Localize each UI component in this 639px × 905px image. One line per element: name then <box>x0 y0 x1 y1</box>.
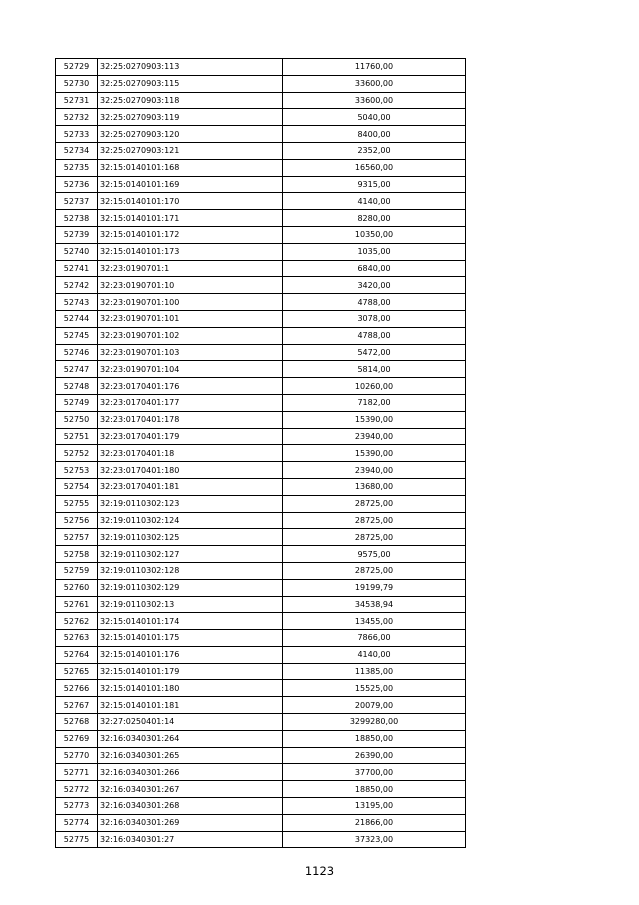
cadastral-number-cell: 32:19:0110302:128 <box>98 562 283 579</box>
page-number: 1123 <box>304 864 335 878</box>
value-cell: 7182,00 <box>283 394 466 411</box>
row-number-cell: 52772 <box>56 781 98 798</box>
value-cell: 13455,00 <box>283 613 466 630</box>
cadastral-number-cell: 32:25:0270903:113 <box>98 59 283 76</box>
row-number-cell: 52760 <box>56 579 98 596</box>
table-row <box>56 176 466 193</box>
cadastral-number-cell: 32:23:0190701:1 <box>98 260 283 277</box>
value-cell: 8280,00 <box>283 210 466 227</box>
cadastral-number-cell: 32:23:0170401:181 <box>98 478 283 495</box>
cadastral-number-cell: 32:15:0140101:173 <box>98 243 283 260</box>
row-number-cell: 52742 <box>56 277 98 294</box>
table-row <box>56 663 466 680</box>
table-row <box>56 730 466 747</box>
value-cell: 11385,00 <box>283 663 466 680</box>
cadastral-number-cell: 32:23:0190701:104 <box>98 361 283 378</box>
value-cell: 3420,00 <box>283 277 466 294</box>
value-cell: 5472,00 <box>283 344 466 361</box>
table-row <box>56 747 466 764</box>
cadastral-number-cell: 32:16:0340301:267 <box>98 781 283 798</box>
value-cell: 33600,00 <box>283 75 466 92</box>
row-number-cell: 52753 <box>56 462 98 479</box>
row-number-cell: 52773 <box>56 798 98 815</box>
table-body <box>56 59 466 848</box>
row-number-cell: 52737 <box>56 193 98 210</box>
cadastral-number-cell: 32:23:0170401:176 <box>98 378 283 395</box>
cadastral-number-cell: 32:19:0110302:124 <box>98 512 283 529</box>
table-row <box>56 630 466 647</box>
table-row <box>56 646 466 663</box>
cadastral-number-cell: 32:15:0140101:175 <box>98 630 283 647</box>
value-cell: 23940,00 <box>283 428 466 445</box>
value-cell: 4140,00 <box>283 646 466 663</box>
value-cell: 20079,00 <box>283 697 466 714</box>
table-row <box>56 562 466 579</box>
cadastral-number-cell: 32:23:0170401:178 <box>98 411 283 428</box>
value-cell: 18850,00 <box>283 781 466 798</box>
cadastral-number-cell: 32:16:0340301:269 <box>98 814 283 831</box>
cadastral-number-cell: 32:23:0170401:177 <box>98 394 283 411</box>
table-row <box>56 142 466 159</box>
cadastral-number-cell: 32:23:0190701:10 <box>98 277 283 294</box>
value-cell: 16560,00 <box>283 159 466 176</box>
row-number-cell: 52734 <box>56 142 98 159</box>
row-number-cell: 52766 <box>56 680 98 697</box>
value-cell: 23940,00 <box>283 462 466 479</box>
table-row <box>56 394 466 411</box>
table-row <box>56 260 466 277</box>
row-number-cell: 52768 <box>56 714 98 731</box>
cadastral-number-cell: 32:19:0110302:129 <box>98 579 283 596</box>
table-row <box>56 831 466 848</box>
cadastral-number-cell: 32:15:0140101:169 <box>98 176 283 193</box>
cadastral-number-cell: 32:19:0110302:125 <box>98 529 283 546</box>
row-number-cell: 52751 <box>56 428 98 445</box>
value-cell: 10350,00 <box>283 226 466 243</box>
cadastral-number-cell: 32:23:0190701:102 <box>98 327 283 344</box>
table-row <box>56 546 466 563</box>
table-row <box>56 814 466 831</box>
cadastral-number-cell: 32:16:0340301:27 <box>98 831 283 848</box>
value-cell: 3299280,00 <box>283 714 466 731</box>
row-number-cell: 52758 <box>56 546 98 563</box>
value-cell: 19199,79 <box>283 579 466 596</box>
cadastral-number-cell: 32:23:0190701:103 <box>98 344 283 361</box>
row-number-cell: 52744 <box>56 310 98 327</box>
value-cell: 8400,00 <box>283 126 466 143</box>
cadastral-number-cell: 32:15:0140101:181 <box>98 697 283 714</box>
value-cell: 28725,00 <box>283 562 466 579</box>
row-number-cell: 52765 <box>56 663 98 680</box>
cadastral-number-cell: 32:27:0250401:14 <box>98 714 283 731</box>
row-number-cell: 52732 <box>56 109 98 126</box>
row-number-cell: 52738 <box>56 210 98 227</box>
row-number-cell: 52752 <box>56 445 98 462</box>
row-number-cell: 52743 <box>56 294 98 311</box>
value-cell: 2352,00 <box>283 142 466 159</box>
row-number-cell: 52750 <box>56 411 98 428</box>
table-row <box>56 327 466 344</box>
value-cell: 26390,00 <box>283 747 466 764</box>
cadastral-number-cell: 32:23:0170401:180 <box>98 462 283 479</box>
table-row <box>56 478 466 495</box>
value-cell: 37323,00 <box>283 831 466 848</box>
row-number-cell: 52767 <box>56 697 98 714</box>
row-number-cell: 52775 <box>56 831 98 848</box>
row-number-cell: 52733 <box>56 126 98 143</box>
value-cell: 21866,00 <box>283 814 466 831</box>
value-cell: 4140,00 <box>283 193 466 210</box>
value-cell: 5814,00 <box>283 361 466 378</box>
table-row <box>56 294 466 311</box>
row-number-cell: 52759 <box>56 562 98 579</box>
row-number-cell: 52747 <box>56 361 98 378</box>
cadastral-number-cell: 32:16:0340301:268 <box>98 798 283 815</box>
row-number-cell: 52761 <box>56 596 98 613</box>
row-number-cell: 52730 <box>56 75 98 92</box>
value-cell: 28725,00 <box>283 512 466 529</box>
cadastral-number-cell: 32:25:0270903:121 <box>98 142 283 159</box>
row-number-cell: 52739 <box>56 226 98 243</box>
cadastral-number-cell: 32:19:0110302:127 <box>98 546 283 563</box>
table-row <box>56 226 466 243</box>
table-row <box>56 109 466 126</box>
table-row <box>56 92 466 109</box>
row-number-cell: 52755 <box>56 495 98 512</box>
table-row <box>56 411 466 428</box>
value-cell: 15390,00 <box>283 445 466 462</box>
table-row <box>56 512 466 529</box>
value-cell: 5040,00 <box>283 109 466 126</box>
value-cell: 1035,00 <box>283 243 466 260</box>
table-row <box>56 210 466 227</box>
row-number-cell: 52769 <box>56 730 98 747</box>
row-number-cell: 52735 <box>56 159 98 176</box>
table-row <box>56 428 466 445</box>
table-row <box>56 445 466 462</box>
table-row <box>56 495 466 512</box>
row-number-cell: 52749 <box>56 394 98 411</box>
cadastral-number-cell: 32:15:0140101:172 <box>98 226 283 243</box>
table-row <box>56 680 466 697</box>
value-cell: 13680,00 <box>283 478 466 495</box>
table-row <box>56 361 466 378</box>
row-number-cell: 52757 <box>56 529 98 546</box>
cadastral-number-cell: 32:25:0270903:118 <box>98 92 283 109</box>
table-row <box>56 596 466 613</box>
table-row <box>56 697 466 714</box>
row-number-cell: 52741 <box>56 260 98 277</box>
table-row <box>56 193 466 210</box>
value-cell: 15390,00 <box>283 411 466 428</box>
cadastral-number-cell: 32:19:0110302:13 <box>98 596 283 613</box>
table-row <box>56 764 466 781</box>
table-row <box>56 159 466 176</box>
cadastral-number-cell: 32:15:0140101:180 <box>98 680 283 697</box>
table-row <box>56 310 466 327</box>
row-number-cell: 52756 <box>56 512 98 529</box>
table-row <box>56 798 466 815</box>
row-number-cell: 52754 <box>56 478 98 495</box>
table-row <box>56 75 466 92</box>
value-cell: 11760,00 <box>283 59 466 76</box>
value-cell: 4788,00 <box>283 327 466 344</box>
value-cell: 18850,00 <box>283 730 466 747</box>
row-number-cell: 52764 <box>56 646 98 663</box>
value-cell: 28725,00 <box>283 529 466 546</box>
row-number-cell: 52770 <box>56 747 98 764</box>
cadastral-number-cell: 32:23:0170401:179 <box>98 428 283 445</box>
row-number-cell: 52729 <box>56 59 98 76</box>
cadastral-number-cell: 32:23:0190701:101 <box>98 310 283 327</box>
table-row <box>56 613 466 630</box>
value-cell: 15525,00 <box>283 680 466 697</box>
value-cell: 9315,00 <box>283 176 466 193</box>
cadastral-number-cell: 32:19:0110302:123 <box>98 495 283 512</box>
table-row <box>56 462 466 479</box>
row-number-cell: 52748 <box>56 378 98 395</box>
cadastral-number-cell: 32:25:0270903:119 <box>98 109 283 126</box>
value-cell: 4788,00 <box>283 294 466 311</box>
table-row <box>56 243 466 260</box>
table-row <box>56 126 466 143</box>
table-row <box>56 277 466 294</box>
cadastral-number-cell: 32:23:0170401:18 <box>98 445 283 462</box>
value-cell: 6840,00 <box>283 260 466 277</box>
row-number-cell: 52740 <box>56 243 98 260</box>
cadastral-number-cell: 32:23:0190701:100 <box>98 294 283 311</box>
cadastral-number-cell: 32:15:0140101:176 <box>98 646 283 663</box>
value-cell: 13195,00 <box>283 798 466 815</box>
cadastral-number-cell: 32:15:0140101:171 <box>98 210 283 227</box>
cadastral-number-cell: 32:15:0140101:170 <box>98 193 283 210</box>
value-cell: 7866,00 <box>283 630 466 647</box>
value-cell: 33600,00 <box>283 92 466 109</box>
cadastral-number-cell: 32:16:0340301:264 <box>98 730 283 747</box>
cadastral-number-cell: 32:25:0270903:120 <box>98 126 283 143</box>
table-row <box>56 529 466 546</box>
cadastral-number-cell: 32:15:0140101:179 <box>98 663 283 680</box>
row-number-cell: 52771 <box>56 764 98 781</box>
cadastral-number-cell: 32:25:0270903:115 <box>98 75 283 92</box>
row-number-cell: 52745 <box>56 327 98 344</box>
table-row <box>56 59 466 76</box>
table-row <box>56 378 466 395</box>
value-cell: 37700,00 <box>283 764 466 781</box>
value-cell: 9575,00 <box>283 546 466 563</box>
table-row <box>56 344 466 361</box>
table-row <box>56 714 466 731</box>
row-number-cell: 52736 <box>56 176 98 193</box>
cadastral-number-cell: 32:15:0140101:174 <box>98 613 283 630</box>
cadastral-number-cell: 32:16:0340301:265 <box>98 747 283 764</box>
row-number-cell: 52746 <box>56 344 98 361</box>
table-row <box>56 781 466 798</box>
table-row <box>56 579 466 596</box>
cadastral-number-cell: 32:15:0140101:168 <box>98 159 283 176</box>
cadastral-value-table <box>55 58 466 848</box>
value-cell: 10260,00 <box>283 378 466 395</box>
value-cell: 34538,94 <box>283 596 466 613</box>
row-number-cell: 52774 <box>56 814 98 831</box>
row-number-cell: 52762 <box>56 613 98 630</box>
value-cell: 3078,00 <box>283 310 466 327</box>
cadastral-number-cell: 32:16:0340301:266 <box>98 764 283 781</box>
row-number-cell: 52763 <box>56 630 98 647</box>
row-number-cell: 52731 <box>56 92 98 109</box>
value-cell: 28725,00 <box>283 495 466 512</box>
